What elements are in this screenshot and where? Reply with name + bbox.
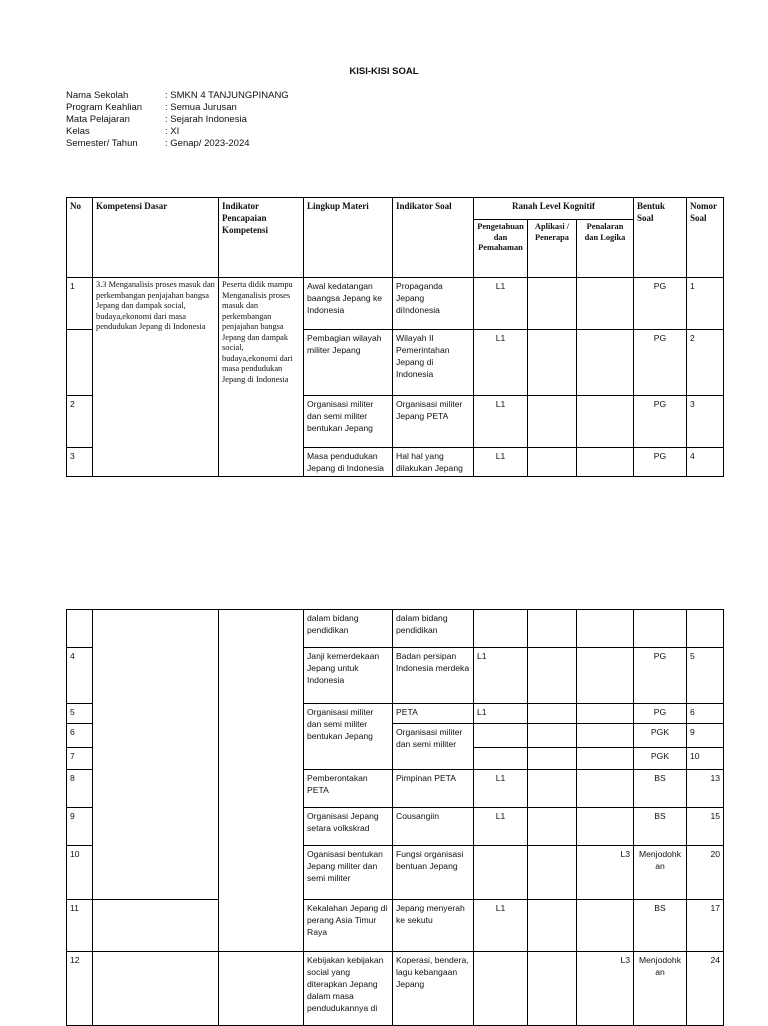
cell-level-1	[474, 952, 528, 1026]
cell-level-2	[528, 704, 577, 724]
header-indikator-soal: Indikator Soal	[393, 198, 474, 278]
cell-lingkup-materi: Pemberontakan PETA	[304, 770, 393, 808]
info-value: : Sejarah Indonesia	[165, 114, 247, 125]
cell-level-3	[577, 610, 634, 648]
cell-bentuk-soal: PG	[634, 330, 687, 396]
info-row	[66, 126, 289, 138]
info-value: : XI	[165, 126, 180, 137]
cell-bentuk-soal: BS	[634, 770, 687, 808]
cell-level-3: L3	[577, 952, 634, 1026]
cell-level-3	[577, 900, 634, 952]
cell-indikator-soal: Koperasi, bendera, lagu kebangaan Jepang	[393, 952, 474, 1026]
cell-indikator-pencapaian: Peserta didik mampu Menganalisis proses masuk dan perkembangan penjajahan bangsa Jepang dan dampak social, budaya,ekonomi dari masa pendudukan Jepang di Indonesia	[219, 278, 304, 477]
cell-level-3	[577, 808, 634, 846]
cell-level-1	[474, 724, 528, 748]
info-value: : SMKN 4 TANJUNGPINANG	[165, 90, 289, 101]
info-label: Nama Sekolah	[66, 90, 129, 101]
table-row	[67, 952, 724, 1026]
table-row	[67, 610, 724, 648]
cell-bentuk-soal: PGK	[634, 724, 687, 748]
cell-no: 6	[67, 724, 93, 748]
cell-bentuk-soal: PG	[634, 704, 687, 724]
cell-lingkup-materi: dalam bidang pendidikan	[304, 610, 393, 648]
cell-level-3	[577, 704, 634, 724]
cell-lingkup-materi: Organisasi militer dan semi militer bentukan Jepang	[304, 704, 393, 770]
header-level-2: Aplikasi / Penerapa	[528, 220, 577, 278]
cell-level-2	[528, 278, 577, 330]
kisi-kisi-table-page-2	[66, 609, 724, 1026]
cell-bentuk-soal: Menjodohkan	[634, 952, 687, 1026]
cell-level-2	[528, 846, 577, 900]
header-bentuk-soal: Bentuk Soal	[634, 198, 687, 278]
cell-bentuk-soal: Menjodohkan	[634, 846, 687, 900]
cell-lingkup-materi: Janji kemerdekaan Jepang untuk Indonesia	[304, 648, 393, 704]
cell-nomor-soal: 9	[687, 724, 724, 748]
cell-level-1	[474, 748, 528, 770]
cell-bentuk-soal: PGK	[634, 748, 687, 770]
cell-level-3: L3	[577, 846, 634, 900]
cell-indikator-soal: Cousangiin	[393, 808, 474, 846]
cell-indikator-soal: Wilayah II Pemerintahan Jepang di Indonesia	[393, 330, 474, 396]
cell-nomor-soal	[687, 610, 724, 648]
cell-bentuk-soal: PG	[634, 396, 687, 448]
cell-indikator-soal: Pimpinan PETA	[393, 770, 474, 808]
info-row	[66, 138, 289, 150]
document-info	[66, 90, 289, 150]
cell-level-1: L1	[474, 330, 528, 396]
cell-kompetensi-dasar	[93, 900, 219, 952]
header-level-3: Penalaran dan Logika	[577, 220, 634, 278]
cell-kompetensi-dasar	[93, 952, 219, 1026]
cell-level-3	[577, 648, 634, 704]
cell-level-3	[577, 748, 634, 770]
info-row	[66, 114, 289, 126]
table-row	[67, 278, 724, 330]
cell-kompetensi-dasar: 3.3 Menganalisis proses masuk dan perkembangan penjajahan bangsa Jepang dan dampak social, budaya,ekonomi dari masa pendudukan Jepang di Indonesia	[93, 278, 219, 477]
cell-lingkup-materi: Kekalahan Jepang di perang Asia Timur Raya	[304, 900, 393, 952]
cell-level-1: L1	[474, 770, 528, 808]
info-label: Mata Pelajaran	[66, 114, 130, 125]
cell-nomor-soal: 20	[687, 846, 724, 900]
cell-nomor-soal: 1	[687, 278, 724, 330]
cell-no: 1	[67, 278, 93, 330]
cell-level-1: L1	[474, 704, 528, 724]
cell-lingkup-materi: Oganisasi bentukan Jepang militer dan semi militer	[304, 846, 393, 900]
cell-level-1: L1	[474, 396, 528, 448]
cell-level-2	[528, 648, 577, 704]
cell-level-2	[528, 748, 577, 770]
cell-nomor-soal: 10	[687, 748, 724, 770]
info-row	[66, 102, 289, 114]
info-label: Kelas	[66, 126, 90, 137]
cell-bentuk-soal	[634, 610, 687, 648]
cell-nomor-soal: 4	[687, 448, 724, 477]
header-indikator-pencapaian: Indikator Pencapaian Kompetensi	[219, 198, 304, 278]
cell-nomor-soal: 6	[687, 704, 724, 724]
cell-no: 12	[67, 952, 93, 1026]
cell-kompetensi-dasar	[93, 610, 219, 900]
cell-level-2	[528, 330, 577, 396]
cell-nomor-soal: 2	[687, 330, 724, 396]
cell-level-3	[577, 724, 634, 748]
cell-level-1: L1	[474, 900, 528, 952]
cell-bentuk-soal: BS	[634, 900, 687, 952]
cell-level-3	[577, 770, 634, 808]
cell-nomor-soal: 3	[687, 396, 724, 448]
header-ranah-level-kognitif: Ranah Level Kognitif	[474, 198, 634, 220]
cell-no: 10	[67, 846, 93, 900]
cell-level-3	[577, 330, 634, 396]
cell-nomor-soal: 5	[687, 648, 724, 704]
kisi-kisi-table-page-1	[66, 197, 724, 477]
cell-nomor-soal: 24	[687, 952, 724, 1026]
header-kompetensi-dasar: Kompetensi Dasar	[93, 198, 219, 278]
cell-level-2	[528, 900, 577, 952]
cell-no: 8	[67, 770, 93, 808]
cell-level-2	[528, 724, 577, 748]
cell-bentuk-soal: BS	[634, 808, 687, 846]
cell-no	[67, 330, 93, 396]
cell-lingkup-materi: Organisasi militer dan semi militer bentukan Jepang	[304, 396, 393, 448]
cell-level-2	[528, 770, 577, 808]
cell-indikator-soal: Fungsi organisasi bentuan Jepang	[393, 846, 474, 900]
cell-indikator-soal: dalam bidang pendidikan	[393, 610, 474, 648]
cell-level-3	[577, 278, 634, 330]
header-nomor-soal: Nomor Soal	[687, 198, 724, 278]
cell-level-1	[474, 846, 528, 900]
cell-level-2	[528, 952, 577, 1026]
cell-level-2	[528, 448, 577, 477]
cell-no: 5	[67, 704, 93, 724]
cell-level-1	[474, 610, 528, 648]
cell-bentuk-soal: PG	[634, 648, 687, 704]
cell-no: 3	[67, 448, 93, 477]
cell-indikator-pencapaian	[219, 610, 304, 952]
cell-level-3	[577, 396, 634, 448]
header-no: No	[67, 198, 93, 278]
cell-level-1: L1	[474, 278, 528, 330]
cell-lingkup-materi: Awal kedatangan baangsa Jepang ke Indonesia	[304, 278, 393, 330]
cell-lingkup-materi: Kebijakan kebijakan social yang diterapkan Jepang dalam masa pendudukannya di	[304, 952, 393, 1026]
cell-lingkup-materi: Masa pendudukan Jepang di Indonesia	[304, 448, 393, 477]
cell-indikator-soal: Badan persipan Indonesia merdeka	[393, 648, 474, 704]
cell-no: 2	[67, 396, 93, 448]
cell-indikator-soal: Organisasi militer dan semi militer	[393, 724, 474, 770]
info-value: : Semua Jurusan	[165, 102, 237, 113]
cell-indikator-soal: Propaganda Jepang diIndonesia	[393, 278, 474, 330]
cell-indikator-soal: Jepang menyerah ke sekutu	[393, 900, 474, 952]
cell-indikator-soal: Hal hal yang dilakukan Jepang	[393, 448, 474, 477]
cell-nomor-soal: 13	[687, 770, 724, 808]
cell-lingkup-materi: Pembagian wilayah militer Jepang	[304, 330, 393, 396]
cell-level-1: L1	[474, 448, 528, 477]
cell-nomor-soal: 17	[687, 900, 724, 952]
table-row	[67, 900, 724, 952]
info-label: Semester/ Tahun	[66, 138, 138, 149]
cell-indikator-soal: PETA	[393, 704, 474, 724]
cell-level-1: L1	[474, 808, 528, 846]
page-title: KISI-KISI SOAL	[349, 66, 419, 77]
info-label: Program Keahlian	[66, 102, 143, 113]
info-value: : Genap/ 2023-2024	[165, 138, 250, 149]
cell-level-2	[528, 610, 577, 648]
cell-bentuk-soal: PG	[634, 448, 687, 477]
cell-level-2	[528, 808, 577, 846]
header-lingkup-materi: Lingkup Materi	[304, 198, 393, 278]
header-level-1: Pengetahuan dan Pemahaman	[474, 220, 528, 278]
cell-level-3	[577, 448, 634, 477]
cell-nomor-soal: 15	[687, 808, 724, 846]
cell-no: 9	[67, 808, 93, 846]
cell-no: 7	[67, 748, 93, 770]
cell-no: 11	[67, 900, 93, 952]
cell-level-2	[528, 396, 577, 448]
cell-bentuk-soal: PG	[634, 278, 687, 330]
cell-lingkup-materi: Organisasi Jepang setara volkskrad	[304, 808, 393, 846]
info-row	[66, 90, 289, 102]
cell-indikator-pencapaian	[219, 952, 304, 1026]
cell-no: 4	[67, 648, 93, 704]
cell-level-1: L1	[474, 648, 528, 704]
cell-no	[67, 610, 93, 648]
cell-indikator-soal: Organisasi militer Jepang PETA	[393, 396, 474, 448]
